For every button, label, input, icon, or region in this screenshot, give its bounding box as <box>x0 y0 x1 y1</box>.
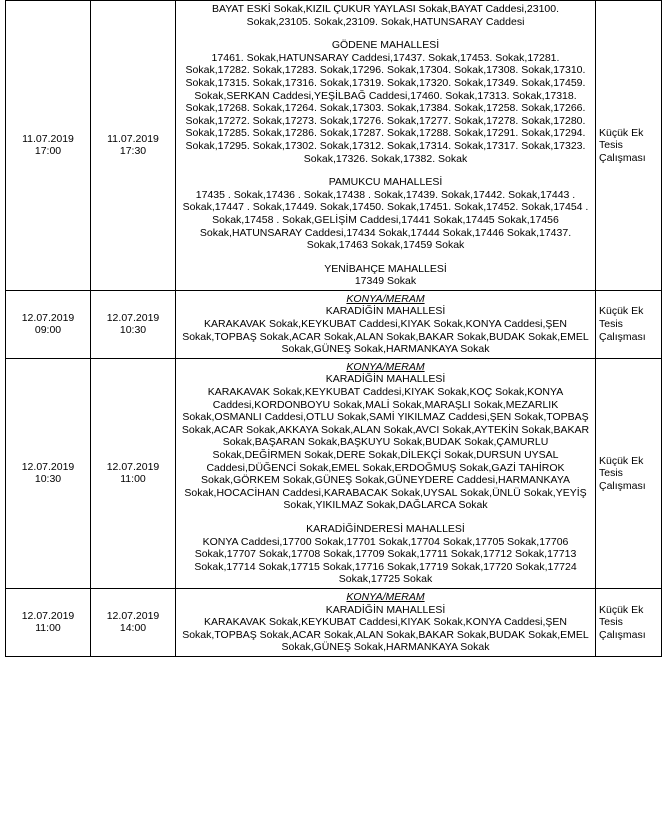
area-block <box>179 523 592 586</box>
street-list: KARAKAVAK Sokak,KEYKUBAT Caddesi,KIYAK Sokak,KONYA Caddesi,ŞEN Sokak,TOPBAŞ Sokak,ACAR Sokak,ALAN Sokak,BAKAR Sokak,BUDAK Sokak,EMEL Sokak,GÜNEŞ Sokak,HARMANKAYA Sokak <box>182 616 589 654</box>
row-start-time <box>6 290 91 358</box>
street-list: 17461. Sokak,HATUNSARAY Caddesi,17437. Sokak,17453. Sokak,17281. Sokak,17282. Sokak,17283. Sokak,17296. Sokak,17304. Sokak,17308. Sokak,17310. Sokak,17315. Sokak,17316. Sokak,17319. Sokak,17320. Sokak,17349. Sokak,17459. Sokak,SERKAN Caddesi,YEŞİLBAĞ Caddesi,17460. Sokak,17313. Sokak,17318. Sokak,17268. Sokak,17264. Sokak,17303. Sokak,17384. Sokak,17258. Sokak,17266. Sokak,17272. Sokak,17273. Sokak,17276. Sokak,17277. Sokak,17278. Sokak,17280. Sokak,17285. Sokak,17286. Sokak,17287. Sokak,17288. Sokak,17291. Sokak,17294. Sokak,17295. Sokak,17302. Sokak,17312. Sokak,17314. Sokak,17317. Sokak,17323. Sokak,17326. Sokak,17382. Sokak <box>185 51 586 165</box>
start-time: 11:00 <box>35 622 61 635</box>
street-list: KARAKAVAK Sokak,KEYKUBAT Caddesi,KIYAK Sokak,KONYA Caddesi,ŞEN Sokak,TOPBAŞ Sokak,ACAR Sokak,ALAN Sokak,BAKAR Sokak,BUDAK Sokak,EMEL Sokak,GÜNEŞ Sokak,HARMANKAYA Sokak <box>182 318 589 356</box>
end-time: 17:30 <box>119 145 147 158</box>
start-date: 12.07.2019 <box>21 460 75 473</box>
area-block <box>179 263 592 288</box>
row-area-details <box>176 290 596 358</box>
row-start-time <box>6 1 91 291</box>
row-work-type: Küçük Ek Tesis Çalışması <box>596 588 662 656</box>
neighborhood-name: KARADİĞİN MAHALLESİ <box>325 305 446 318</box>
start-date: 12.07.2019 <box>21 311 75 324</box>
start-date: 11.07.2019 <box>22 132 74 145</box>
area-block <box>179 293 592 356</box>
end-date: 12.07.2019 <box>106 460 160 473</box>
street-list: 17349 Sokak <box>354 275 417 288</box>
end-date: 11.07.2019 <box>107 132 159 145</box>
start-time: 17:00 <box>34 145 62 158</box>
area-block <box>179 361 592 512</box>
neighborhood-name: KARADİĞİN MAHALLESİ <box>325 603 446 616</box>
end-date: 12.07.2019 <box>106 311 160 324</box>
row-start-time <box>6 358 91 588</box>
start-time: 10:30 <box>34 473 62 486</box>
row-end-time <box>91 1 176 291</box>
region-name: KONYA/MERAM <box>346 292 425 305</box>
table-row <box>6 358 662 588</box>
row-work-type: Küçük Ek Tesis Çalışması <box>596 290 662 358</box>
neighborhood-name: PAMUKCU MAHALLESİ <box>328 176 443 189</box>
region-name: KONYA/MERAM <box>346 360 425 373</box>
neighborhood-name: YENİBAHÇE MAHALLESİ <box>324 262 447 275</box>
area-block <box>179 39 592 165</box>
area-block <box>179 3 592 28</box>
region-name: KONYA/MERAM <box>346 590 425 603</box>
start-date: 12.07.2019 <box>21 609 75 622</box>
end-time: 14:00 <box>119 622 147 635</box>
row-end-time <box>91 290 176 358</box>
end-time: 10:30 <box>119 324 147 337</box>
street-list: KONYA Caddesi,17700 Sokak,17701 Sokak,17704 Sokak,17705 Sokak,17706 Sokak,17707 Sokak,17708 Sokak,17709 Sokak,17711 Sokak,17712 Sokak,17713 Sokak,17714 Sokak,17715 Sokak,17716 Sokak,17719 Sokak,17720 Sokak,17724 Sokak,17725 Sokak <box>194 535 577 586</box>
end-date: 12.07.2019 <box>106 609 160 622</box>
table-row <box>6 1 662 291</box>
table-row <box>6 588 662 656</box>
street-list: 17435 . Sokak,17436 . Sokak,17438 . Sokak,17439. Sokak,17442. Sokak,17443 . Sokak,17447 . Sokak,17449. Sokak,17450. Sokak,17451. Sokak,17452. Sokak,17454 . Sokak,17458 . Sokak,GELİŞİM Caddesi,17441 Sokak,17445 Sokak,17456 Sokak,HATUNSARAY Caddesi,17434 Sokak,17444 Sokak,17446 Sokak,17437. Sokak,17463 Sokak,17459 Sokak <box>182 188 589 252</box>
street-list: KARAKAVAK Sokak,KEYKUBAT Caddesi,KIYAK Sokak,KOÇ Sokak,KONYA Caddesi,KORDONBOYU Sokak,MALİ Sokak,MARAŞLI Sokak,MEZARLIK Sokak,OSMANLI Caddesi,OTLU Sokak,SAMİ YIKILMAZ Caddesi,ŞEN Sokak,TOPBAŞ Sokak,ACAR Sokak,AKKAYA Sokak,ALAN Sokak,AVCI Sokak,AYTEKİN Sokak,BAKAR Sokak,BAŞARAN Sokak,BAŞKUYU Sokak,BUDAK Sokak,ÇAMURLU Sokak,DEĞİRMEN Sokak,DERE Sokak,DİLEKÇİ Sokak,DURSUN UYSAL Caddesi,DÜĞENCİ Sokak,EMEL Sokak,ERDOĞMUŞ Sokak,GAZİ TAHİROK Sokak,GÖRKEM Sokak,GÜNEŞ Sokak,GÜNEYDERE Caddesi,HARMANKAYA Sokak,HOCACİHAN Caddesi,KARABACAK Sokak,UYSAL Sokak,ÜNLÜ Sokak,YEYİŞ Sokak,YIKILMAZ Sokak,DAĞLARCA Sokak <box>181 386 590 512</box>
start-time: 09:00 <box>34 324 62 337</box>
area-block <box>179 591 592 654</box>
row-work-type: Küçük Ek Tesis Çalışması <box>596 1 662 291</box>
end-time: 11:00 <box>120 473 146 486</box>
neighborhood-name: GÖDENE MAHALLESİ <box>331 39 440 52</box>
street-list: BAYAT ESKİ Sokak,KIZIL ÇUKUR YAYLASI Sokak,BAYAT Caddesi,23100. Sokak,23105. Sokak,23109. Sokak,HATUNSARAY Caddesi <box>211 3 560 28</box>
row-start-time <box>6 588 91 656</box>
row-area-details <box>176 358 596 588</box>
neighborhood-name: KARADİĞİN MAHALLESİ <box>325 373 446 386</box>
row-area-details <box>176 1 596 291</box>
area-block <box>179 176 592 252</box>
row-work-type: Küçük Ek Tesis Çalışması <box>596 358 662 588</box>
row-end-time <box>91 358 176 588</box>
table-row <box>6 290 662 358</box>
row-area-details <box>176 588 596 656</box>
row-end-time <box>91 588 176 656</box>
outage-schedule-table <box>5 0 662 657</box>
neighborhood-name: KARADİĞİNDERESİ MAHALLESİ <box>306 522 465 535</box>
